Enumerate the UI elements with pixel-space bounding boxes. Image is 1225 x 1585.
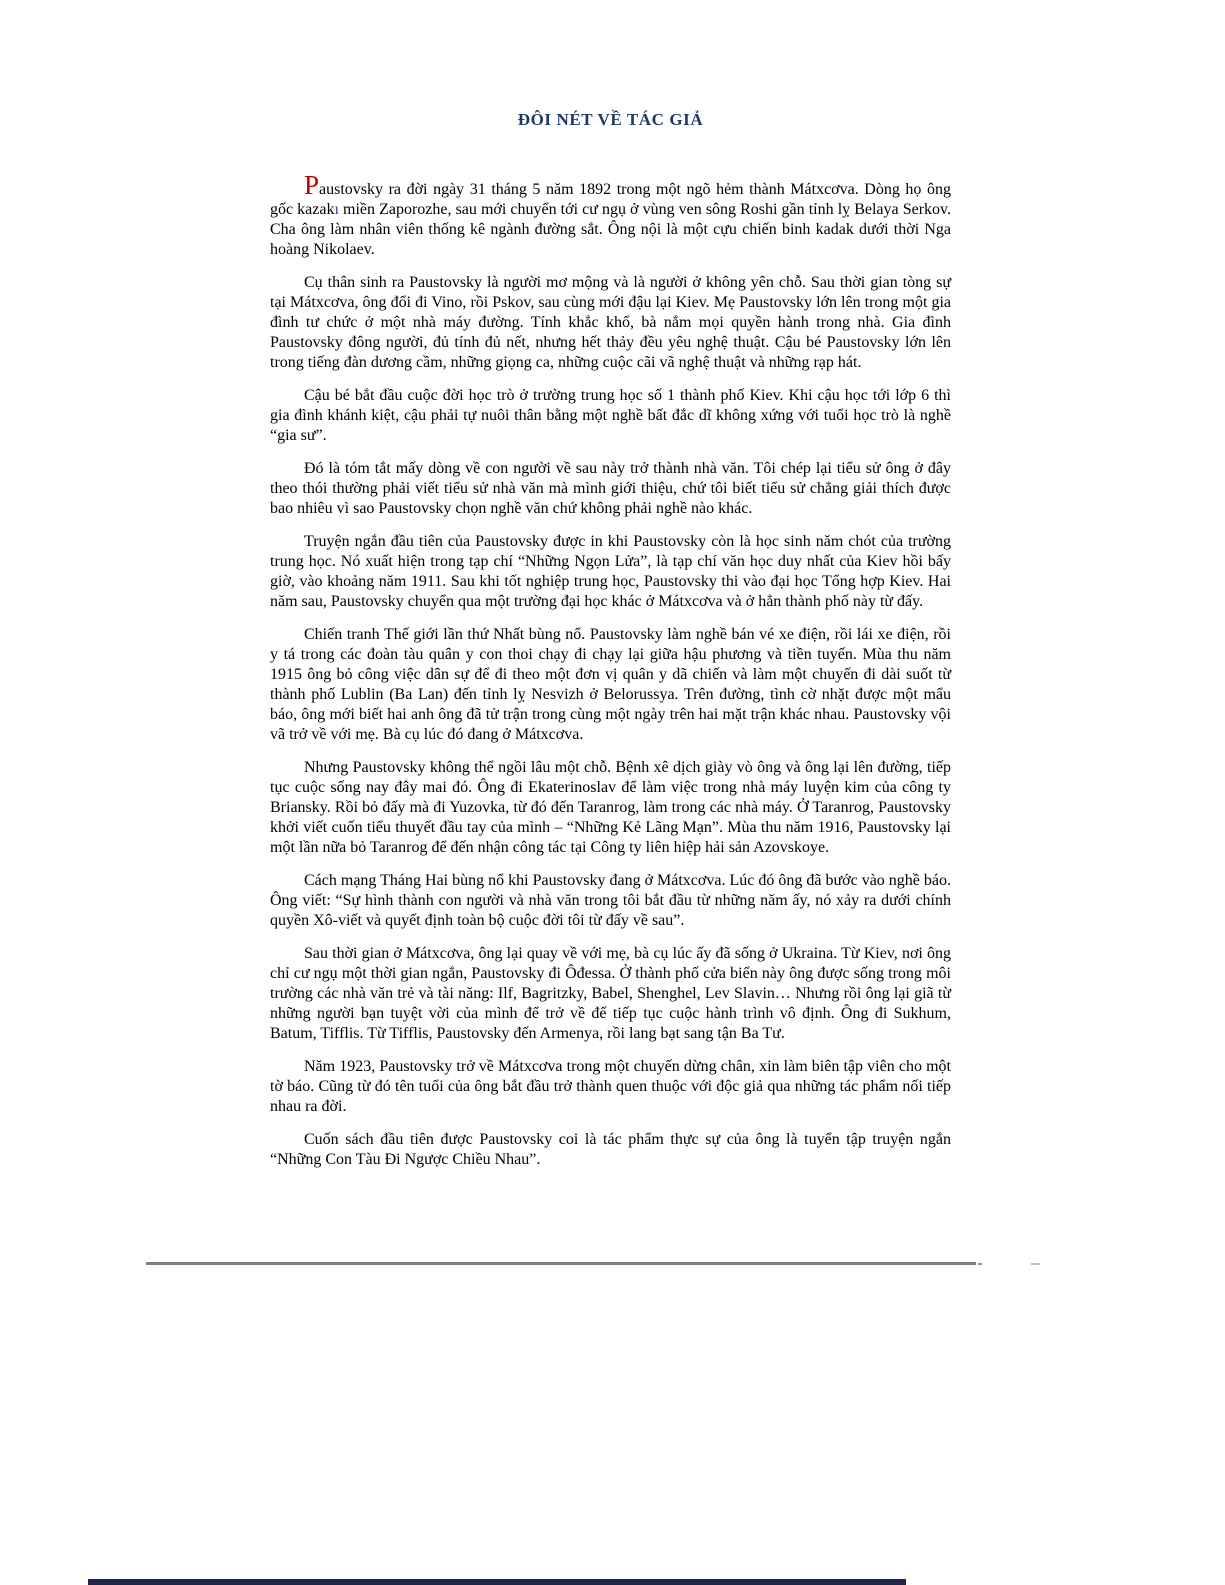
divider-end-artifact-dot [978,1263,982,1265]
paragraph-intro [270,170,952,260]
paragraph: Nhưng Paustovsky không thể ngồi lâu một chỗ. Bệnh xê dịch giày vò ông và ông lại lên đường, tiếp tục cuộc sống nay đây mai đó. Ông đi Ekaterinoslav để làm việc trong nhà máy luyện kim của công ty Briansky. Rồi bỏ đấy mà đi Yuzovka, từ đó đến Taranrog, làm trong các nhà máy. Ở Taranrog, Paustovsky khởi viết cuốn tiểu thuyết đầu tay của mình – “Những Kẻ Lãng Mạn”. Mùa thu năm 1916, Paustovsky lại một lần nữa bỏ Taranrog để đến nhận công tác tại Công ty liên hiệp hải sản Azovskoye. [270,759,951,856]
paragraph: Đó là tóm tắt mấy dòng về con người về sau này trở thành nhà văn. Tôi chép lại tiểu sử ông ở đây theo thói thường phải viết tiểu sử nhà văn mà mình giới thiệu, chứ tôi biết tiểu sử chẳng giải thích được bao nhiêu vì sao Paustovsky chọn nghề văn chứ không phải nghề nào khác. [270,460,951,517]
paragraph: Sau thời gian ở Mátxcơva, ông lại quay về với mẹ, bà cụ lúc ấy đã sống ở Ukraina. Từ Kiev, nơi ông chỉ cư ngụ một thời gian ngắn, Paustovsky đi Ôđessa. Ở thành phố cửa biển này ông được sống trong môi trường các nhà văn trẻ và tài năng: Ilf, Bagritzky, Babel, Shenghel, Lev Slavin… Nhưng rồi ông lại giã từ những người bạn tuyệt vời của mình để trở về để tiếp tục cuộc hành trình vô định. Ông đi Sukhum, Batum, Tifflis. Từ Tifflis, Paustovsky đến Armenya, rồi lang bạt sang tận Ba Tư. [270,945,951,1042]
bottom-edge-bar [88,1579,906,1585]
paragraph: Truyện ngắn đầu tiên của Paustovsky được in khi Paustovsky còn là học sinh năm chót của trường trung học. Nó xuất hiện trong tạp chí “Những Ngọn Lửa”, là tạp chí văn học duy nhất của Kiev hồi bấy giờ, vào khoảng năm 1911. Sau khi tốt nghiệp trung học, Paustovsky thi vào đại học Tổng hợp Kiev. Hai năm sau, Paustovsky chuyển qua một trường đại học khác ở Mátxcơva và ở hẳn thành phố này từ đấy. [270,533,951,610]
paragraph: Cuốn sách đầu tiên được Paustovsky coi là tác phẩm thực sự của ông là tuyển tập truyện ngắn “Những Con Tàu Đi Ngược Chiều Nhau”. [270,1131,951,1168]
paragraph-text: miền Zaporozhe, sau mới chuyển tới cư ngụ ở vùng ven sông Roshi gần tỉnh lỵ Belaya Serkov. Cha ông làm nhân viên thống kê ngành đường sắt. Ông nội là một cựu chiến binh kadak dưới thời Nga hoàng Nikolaev. [270,201,952,258]
footnote-marker[interactable]: ı [334,201,339,218]
document-content [270,110,951,1183]
divider-end-artifact-dash [1031,1263,1040,1265]
paragraph: Năm 1923, Paustovsky trở về Mátxcơva trong một chuyến dừng chân, xin làm biên tập viên cho một tờ báo. Cũng từ đó tên tuổi của ông bắt đầu trở thành quen thuộc với độc giả qua những tác phẩm nối tiếp nhau ra đời. [270,1058,951,1115]
paragraph: Cụ thân sinh ra Paustovsky là người mơ mộng và là người ở không yên chỗ. Sau thời gian tòng sự tại Mátxcơva, ông đổi đi Vino, rồi Pskov, sau cùng mới đậu lại Kiev. Mẹ Paustovsky lớn lên trong một gia đình tư chức ở một nhà máy đường. Tính khắc khổ, bà nắm mọi quyền hành trong nhà. Gia đình Paustovsky đông người, đủ tính đủ nết, nhưng hết thảy đều yêu nghệ thuật. Cậu bé Paustovsky lớn lên trong tiếng đàn dương cầm, những giọng ca, những cuộc cãi vã nghệ thuật và những rạp hát. [270,274,951,371]
paragraph-text: austovsky ra đời ngày 31 tháng 5 năm 1892 trong một ngõ hẻm thành Mátxcơva. Dòng họ ông gốc kazak [270,181,951,218]
paragraph: Chiến tranh Thế giới lần thứ Nhất bùng nổ. Paustovsky làm nghề bán vé xe điện, rồi lái xe điện, rồi y tá trong các đoàn tàu quân y con thoi chạy đi chạy lại giữa hậu phương và tiền tuyến. Mùa thu năm 1915 ông bỏ công việc dân sự để đi theo một đơn vị quân y dã chiến và làm một chuyến đi dài suốt từ thành phố Lublin (Ba Lan) đến tỉnh lỵ Nesvizh ở Belorussya. Trên đường, tình cờ nhặt được một mẩu báo, ông mới biết hai anh ông đã tử trận trong cùng một ngày trên hai mặt trận khác nhau. Paustovsky vội vã trở về với mẹ. Bà cụ lúc đó đang ở Mátxcơva. [270,626,951,743]
paragraph: Cậu bé bắt đầu cuộc đời học trò ở trường trung học số 1 thành phố Kiev. Khi cậu học tới lớp 6 thì gia đình khánh kiệt, cậu phải tự nuôi thân bằng một nghề bất đắc dĩ không xứng với tuổi học trò là nghề “gia sư”. [270,387,951,444]
dropcap-letter: P [304,170,320,200]
footer-divider-line [146,1262,976,1265]
paragraph: Cách mạng Tháng Hai bùng nổ khi Paustovsky đang ở Mátxcơva. Lúc đó ông đã bước vào nghề báo. Ông viết: “Sự hình thành con người và nhà văn trong tôi bắt đầu từ những năm ấy, nó xảy ra dưới chính quyền Xô-viết và quyết định toàn bộ cuộc đời tôi từ đấy về sau”. [270,872,951,929]
page-title: ĐÔI NÉT VỀ TÁC GIẢ [517,110,704,129]
